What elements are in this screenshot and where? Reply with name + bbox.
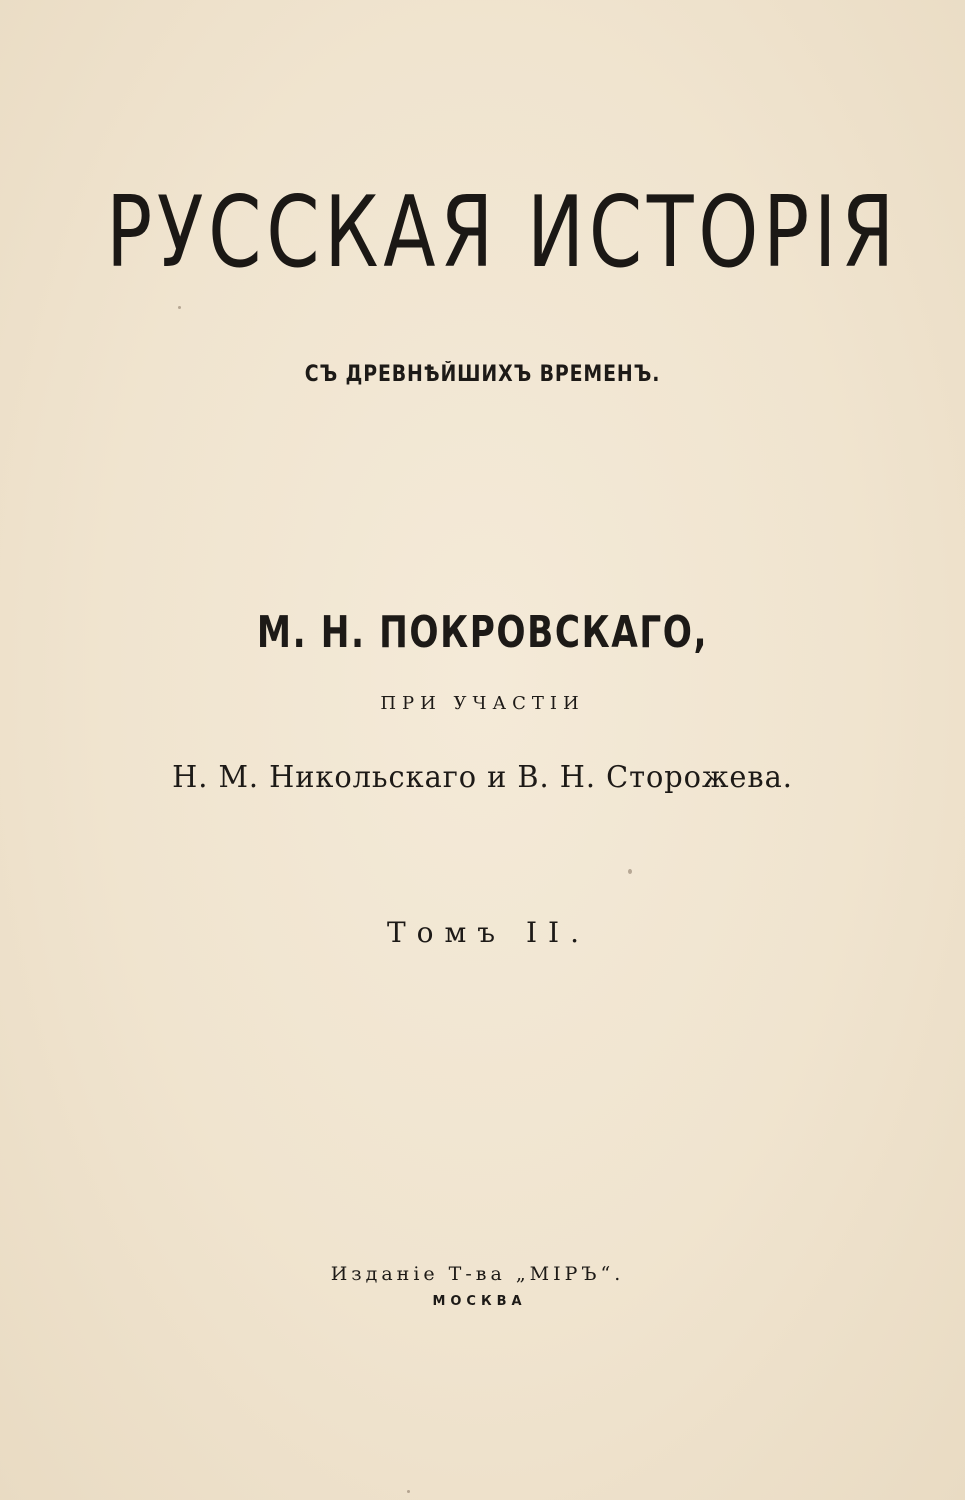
paper-speck — [407, 1490, 410, 1493]
publication-city: МОСКВА — [432, 1294, 527, 1309]
publisher: Изданіе Т-ва „МІРЪ“. — [330, 1263, 625, 1285]
book-title: РУССКАЯ ИСТОРІЯ — [106, 176, 899, 290]
volume-label: Томъ II. — [386, 916, 591, 949]
with-participation-label: ПРИ УЧАСТІИ — [380, 693, 585, 714]
author-name: М. Н. ПОКРОВСКАГО, — [256, 607, 709, 658]
paper-speck — [628, 869, 632, 874]
contributors: Н. М. Никольскаго и В. Н. Сторожева. — [172, 760, 793, 795]
book-subtitle: СЪ ДРЕВНѢЙШИХЪ ВРЕМЕНЪ. — [304, 362, 661, 387]
paper-speck — [178, 306, 181, 309]
